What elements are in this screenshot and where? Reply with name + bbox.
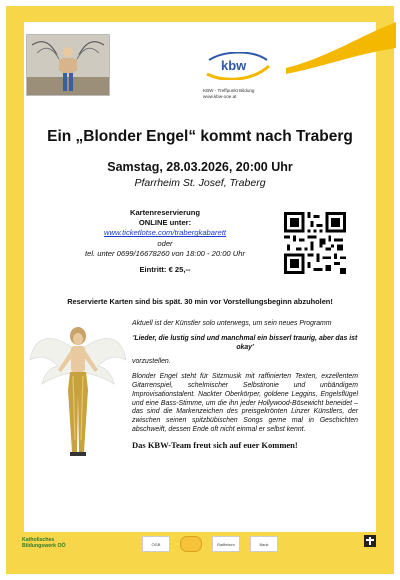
- sponsor-logo-3: Raiffeisen: [212, 536, 240, 552]
- sponsor-logo-1: ÖGB: [142, 536, 170, 552]
- ticket-heading: Kartenreservierung: [129, 208, 201, 217]
- closing-line: Das KBW-Team freut sich auf euer Kommen!: [132, 439, 298, 450]
- event-title: Ein „Blonder Engel“ kommt nach Traberg: [47, 128, 353, 145]
- ticket-or: oder: [157, 238, 173, 248]
- brand-info: [203, 88, 255, 100]
- ticket-info: [70, 208, 260, 275]
- desc-intro: Aktuell ist der Künstler solo unterwegs, um sein neues Programm: [132, 320, 332, 327]
- artist-photo: [28, 320, 128, 460]
- brand-line-2: www.kbw-ooe.at: [203, 94, 237, 99]
- kbw-logo: [203, 52, 273, 80]
- footer-org-line-2: Bildungswerk OÖ: [22, 543, 66, 549]
- sponsor-logos: [142, 536, 278, 552]
- ticket-price: Eintritt: € 25,--: [139, 265, 191, 275]
- desc-after-quote: vorzustellen.: [132, 358, 171, 366]
- artist-description: [132, 320, 358, 456]
- brand-line-1: KBW - Treffpunkt Bildung: [203, 88, 255, 93]
- pickup-notice: Reservierte Karten sind bis spät. 30 min vor Vorstellungsbeginn abzuholen!: [67, 297, 333, 306]
- hero-photo: [26, 34, 110, 96]
- program-quote: 'Lieder, die lustig sind und manchmal ein bisserl traurig, aber das ist okay': [132, 334, 358, 351]
- sponsor-logo-4: Bank: [250, 536, 278, 552]
- ticket-phone: tel. unter 0699/16678260 von 18:00 - 20:00 Uhr: [84, 248, 245, 258]
- event-date: Samstag, 28.03.2026, 20:00 Uhr: [107, 160, 293, 174]
- logo-text: kbw: [221, 58, 247, 73]
- desc-body: Blonder Engel steht für Sitzmusik mit raffinierten Texten, exzellentem Gitarrenspiel, schelmischer Selbstironie und unbändigem Improvisationstalent. Nackter Oberkörper, goldene Leggins, Engelsflügel und eine Bass-Stimme, um die ihn jeder Hollywood-Bösewicht beneidet – das sind die Markenzeichen des preisgekrönten Linzer Künstlers, der zwischen seinen spitzbübischen Songs gerne mal in Geschichten abschweift, dessen Ende oft nicht einmal er selbst kennt.: [132, 373, 358, 433]
- decorative-swoosh: [286, 18, 396, 78]
- event-venue: Pfarrheim St. Josef, Traberg: [134, 177, 266, 189]
- footer-org-line-1: Katholisches: [22, 537, 55, 543]
- ticket-online-label: ONLINE unter:: [138, 218, 192, 228]
- diocese-logo: [362, 534, 378, 548]
- ticket-link[interactable]: www.ticketlotse.com/trabergkabarett: [104, 228, 226, 238]
- qr-code[interactable]: [284, 212, 346, 274]
- footer-org: [22, 537, 66, 549]
- sponsor-logo-2: [180, 536, 202, 552]
